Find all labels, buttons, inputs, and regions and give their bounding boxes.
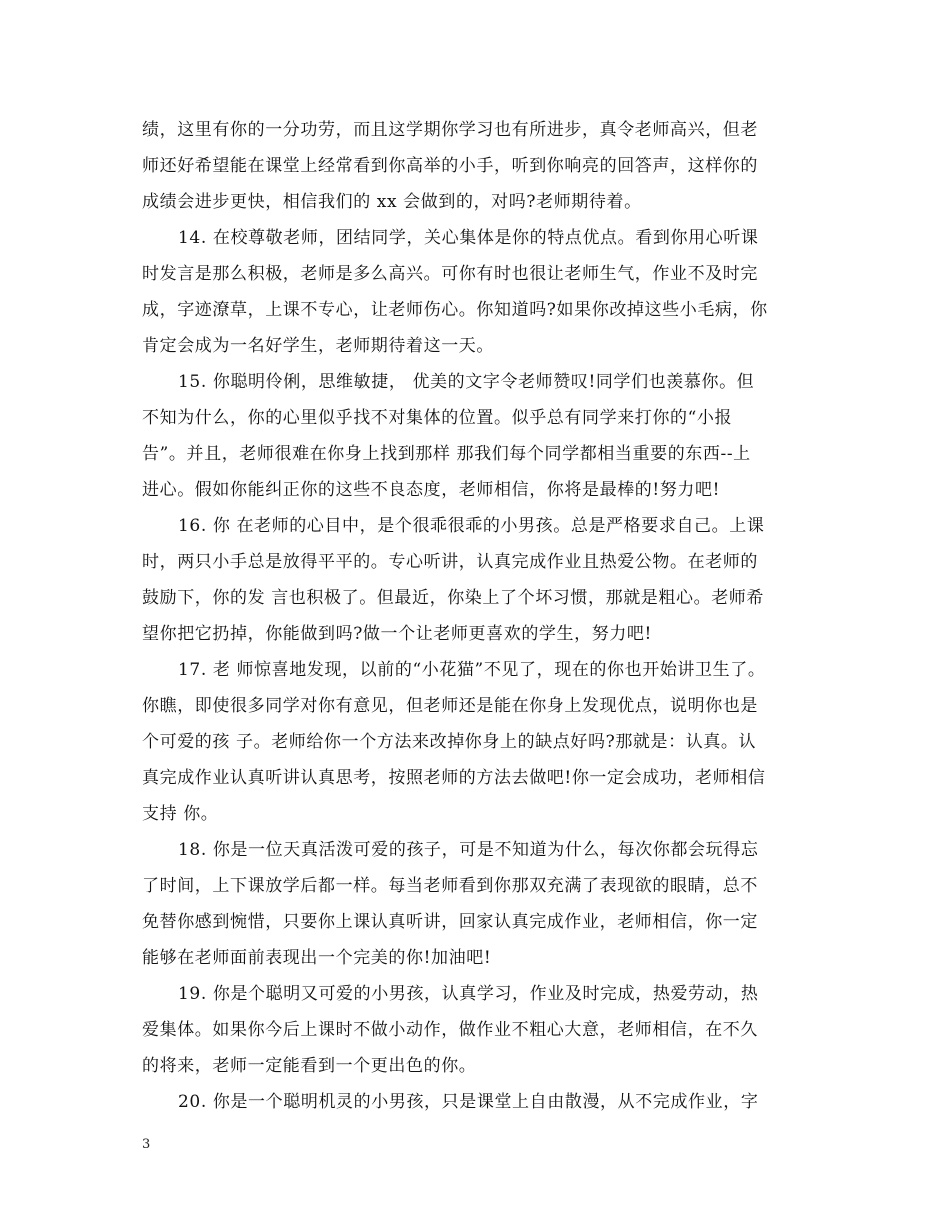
text-line: 的将来，老师一定能看到一个更出色的你。 — [142, 1056, 477, 1076]
text-line: 望你把它扔掉，你能做到吗?做一个让老师更喜欢的学生，努力吧! — [142, 624, 652, 644]
paragraph-17-first-line: 17. 老 师惊喜地发现，以前的“小花猫”不见了，现在的你也开始讲卫生了。 — [178, 660, 766, 680]
text-line: 能够在老师面前表现出一个完美的你!加油吧! — [142, 948, 492, 968]
paragraph-16-first-line: 16. 你 在老师的心目中，是个很乖很乖的小男孩。总是严格要求自己。上课 — [178, 516, 765, 536]
document-body — [142, 112, 810, 1120]
paragraph-15-first-line: 15. 你聪明伶俐，思维敏捷， 优美的文字令老师赞叹!同学们也羡慕你。但 — [178, 372, 755, 392]
page-number: 3 — [142, 1137, 151, 1152]
paragraph-19-first-line: 19. 你是个聪明又可爱的小男孩，认真学习，作业及时完成，热爱劳动，热 — [178, 984, 759, 1004]
text-line: 真完成作业认真听讲认真思考，按照老师的方法去做吧!你一定会成功，老师相信 — [142, 768, 766, 788]
text-line: 了时间，上下课放学后都一样。每当老师看到你那双充满了表现欲的眼睛，总不 — [142, 876, 758, 896]
text-line: 鼓励下，你的发 言也积极了。但最近，你染上了个坏习惯，那就是粗心。老师希 — [142, 588, 765, 608]
text-line: 成，字迹潦草，上课不专心，让老师伤心。你知道吗?如果你改掉这些小毛病，你 — [142, 300, 768, 320]
text-line: 时发言是那么积极，老师是多么高兴。可你有时也很让老师生气，作业不及时完 — [142, 264, 758, 284]
text-line: 成绩会进步更快，相信我们的 xx 会做到的，对吗?老师期待着。 — [142, 192, 642, 212]
text-line: 支持 你。 — [142, 804, 219, 824]
text-line: 个可爱的孩 子。老师给你一个方法来改掉你身上的缺点好吗?那就是：认真。认 — [142, 732, 757, 752]
text-line: 进心。假如你能纠正你的这些不良态度，老师相信，你将是最棒的!努力吧! — [142, 480, 721, 500]
paragraph-14-first-line: 14. 在校尊敬老师，团结同学，关心集体是你的特点优点。看到你用心听课 — [178, 228, 759, 248]
text-line: 免替你感到惋惜，只要你上课认真听讲，回家认真完成作业，老师相信，你一定 — [142, 912, 758, 932]
text-line: 你瞧，即使很多同学对你有意见，但老师还是能在你身上发现优点，说明你也是 — [142, 696, 758, 716]
text-line: 绩，这里有你的一分功劳，而且这学期你学习也有所进步，真令老师高兴，但老 — [142, 120, 758, 140]
text-line: 时，两只小手总是放得平平的。专心听讲，认真完成作业且热爱公物。在老师的 — [142, 552, 758, 572]
text-line: 肯定会成为一名好学生，老师期待着这一天。 — [142, 336, 494, 356]
paragraph-18-first-line: 18. 你是一位天真活泼可爱的孩子，可是不知道为什么，每次你都会玩得忘 — [178, 840, 759, 860]
text-line: 师还好希望能在课堂上经常看到你高举的小手，听到你响亮的回答声，这样你的 — [142, 156, 758, 176]
text-line: 告”。并且，老师很难在你身上找到那样 那我们每个同学都相当重要的东西--上 — [142, 444, 751, 464]
paragraph-20-first-line: 20. 你是一个聪明机灵的小男孩，只是课堂上自由散漫，从不完成作业，字 — [178, 1092, 759, 1112]
text-line: 爱集体。如果你今后上课时不做小动作，做作业不粗心大意，老师相信，在不久 — [142, 1020, 758, 1040]
text-line: 不知为什么，你的心里似乎找不对集体的位置。似乎总有同学来打你的“小报 — [142, 408, 733, 428]
